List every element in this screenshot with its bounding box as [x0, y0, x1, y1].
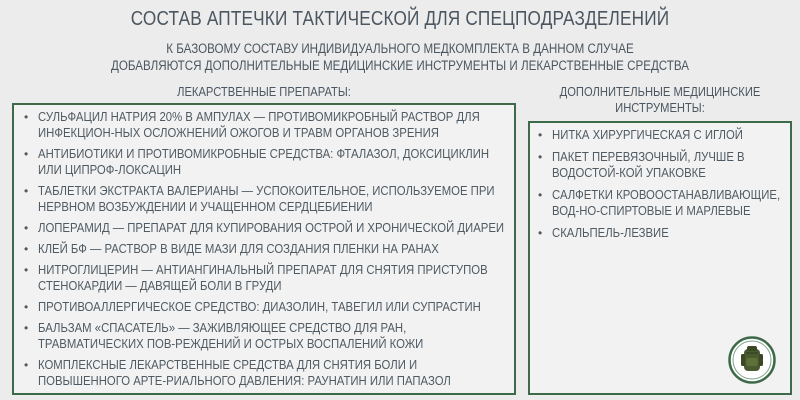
- list-item: • АНТИБИОТИКИ И ПРОТИВОМИКРОБНЫЕ СРЕДСТВА: ФТАЛАЗОЛ, ДОКСИЦИКЛИН ИЛИ ЦИПРОФ-ЛОКСАЦИН: [24, 146, 490, 177]
- subtitle-line-2: ДОБАВЛЯЮТСЯ ДОПОЛНИТЕЛЬНЫЕ МЕДИЦИНСКИЕ ИНСТРУМЕНТЫ И ЛЕКАРСТВЕННЫЕ СРЕДСТВА: [110, 58, 690, 73]
- subtitle-line-1: К БАЗОВОМУ СОСТАВУ ИНДИВИДУАЛЬНОГО МЕДКОМПЛЕКТА В ДАННОМ СЛУЧАЕ: [166, 41, 634, 56]
- list-item: • КОМПЛЕКСНЫЕ ЛЕКАРСТВЕННЫЕ СРЕДСТВА ДЛЯ СНЯТИЯ БОЛИ И ПОВЫШЕННОГО АРТЕ-РИАЛЬНОГО ДАВЛЕНИЯ: РАУНАТИН ИЛИ ПАПАЗОЛ: [24, 357, 451, 388]
- backpack-logo-icon: [728, 336, 776, 384]
- bullet-icon: •: [24, 221, 29, 235]
- list-item: • САЛФЕТКИ КРОВООСТАНАВЛИВАЮЩИЕ, ВОД-НО-СПИРТОВЫЕ И МАРЛЕВЫЕ: [538, 187, 781, 218]
- bullet-icon: •: [24, 184, 29, 198]
- bullet-icon: •: [538, 150, 543, 164]
- bullet-icon: •: [24, 263, 29, 277]
- medicines-heading: ЛЕКАРСТВЕННЫЕ ПРЕПАРАТЫ:: [177, 84, 351, 99]
- bullet-icon: •: [538, 128, 543, 142]
- list-item: • НИТКА ХИРУРГИЧЕСКАЯ С ИГЛОЙ: [538, 127, 743, 142]
- page-title: СОСТАВ АПТЕЧКИ ТАКТИЧЕСКОЙ ДЛЯ СПЕЦПОДРАЗДЕЛЕНИЙ: [130, 8, 670, 30]
- bullet-icon: •: [24, 110, 29, 124]
- list-item: • СУЛЬФАЦИЛ НАТРИЯ 20% В АМПУЛАХ — ПРОТИВОМИКРОБНЫЙ РАСТВОР ДЛЯ ИНФЕКЦИОН-НЫХ ОСЛОЖНЕНИЙ ОЖОГОВ И ТРАВМ ОРГАНОВ ЗРЕНИЯ: [24, 109, 480, 140]
- list-item: • ПРОТИВОАЛЛЕРГИЧЕСКОЕ СРЕДСТВО: ДИАЗОЛИН, ТАВЕГИЛ ИЛИ СУПРАСТИН: [24, 299, 481, 314]
- list-item: • ТАБЛЕТКИ ЭКСТРАКТА ВАЛЕРИАНЫ — УСПОКОИТЕЛЬНОЕ, ИСПОЛЬЗУЕМОЕ ПРИ НЕРВНОМ ВОЗБУЖДЕНИИ И УЧАЩЕННОМ СЕРДЦЕБИЕНИИ: [24, 183, 495, 214]
- bullet-icon: •: [24, 321, 29, 335]
- list-item: • КЛЕЙ БФ — РАСТВОР В ВИДЕ МАЗИ ДЛЯ СОЗДАНИЯ ПЛЕНКИ НА РАНАХ: [24, 241, 439, 256]
- bullet-icon: •: [24, 147, 29, 161]
- bullet-icon: •: [538, 226, 543, 240]
- bullet-icon: •: [24, 358, 29, 372]
- medicines-list: [14, 105, 514, 389]
- list-item: • НИТРОГЛИЦЕРИН — АНТИАНГИНАЛЬНЫЙ ПРЕПАРАТ ДЛЯ СНЯТИЯ ПРИСТУПОВ СТЕНОКАРДИИ — ДАВЯЩЕЙ БОЛИ В ГРУДИ: [24, 262, 488, 293]
- instruments-heading: ДОПОЛНИТЕЛЬНЫЕ МЕДИЦИНСКИЕ ИНСТРУМЕНТЫ:: [559, 84, 761, 115]
- list-item: • ЛОПЕРАМИД — ПРЕПАРАТ ДЛЯ КУПИРОВАНИЯ ОСТРОЙ И ХРОНИЧЕСКОЙ ДИАРЕИ: [24, 220, 505, 235]
- bullet-icon: •: [538, 188, 543, 202]
- page-subtitle: [56, 40, 744, 74]
- list-item: • БАЛЬЗАМ «СПАСАТЕЛЬ» — ЗАЖИВЛЯЮЩЕЕ СРЕДСТВО ДЛЯ РАН, ТРАВМАТИЧЕСКИХ ПОВ-РЕЖДЕНИЙ И ОСТРЫХ ВОСПАЛЕНИЙ КОЖИ: [24, 320, 424, 351]
- instruments-list: [530, 123, 790, 241]
- list-item: • ПАКЕТ ПЕРЕВЯЗОЧНЫЙ, ЛУЧШЕ В ВОДОСТОЙ-КОЙ УПАКОВКЕ: [538, 149, 745, 180]
- list-item: • СКАЛЬПЕЛЬ-ЛЕЗВИЕ: [538, 225, 669, 240]
- bullet-icon: •: [24, 242, 29, 256]
- medicines-box: [12, 103, 516, 395]
- bullet-icon: •: [24, 300, 29, 314]
